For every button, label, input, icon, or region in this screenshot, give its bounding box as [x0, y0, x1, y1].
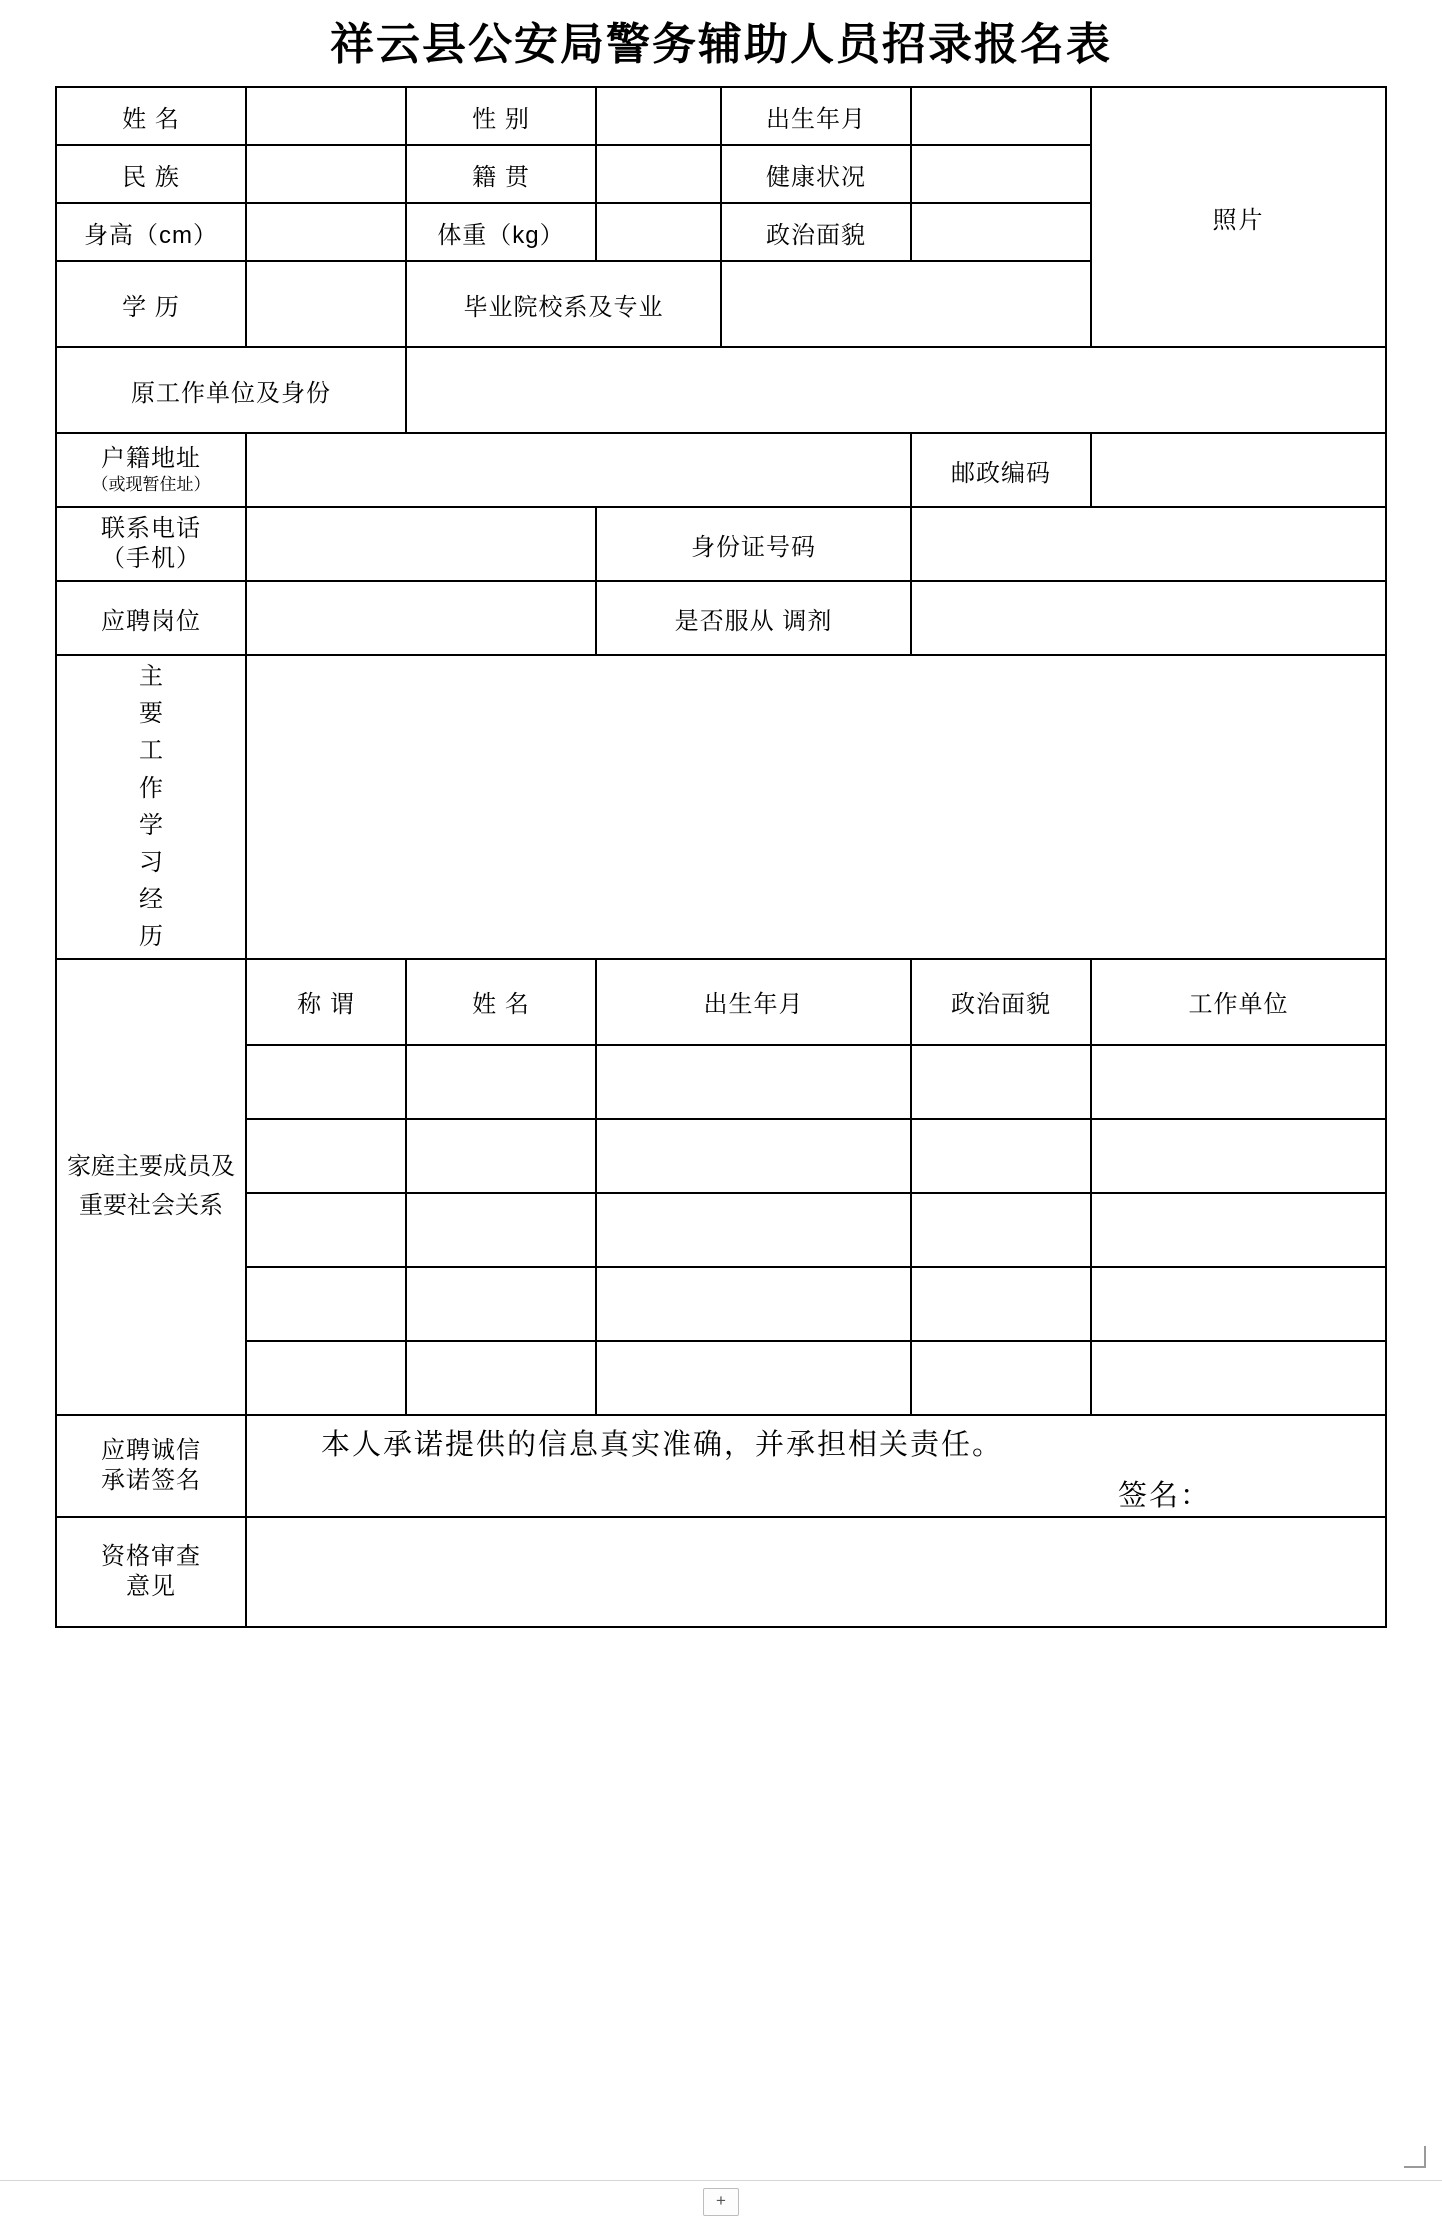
label-qualification-review: [56, 1517, 246, 1627]
field-id-number[interactable]: [911, 507, 1386, 581]
label-applied-post: 应聘岗位: [56, 581, 246, 655]
experience-label-char: 经: [139, 886, 163, 914]
label-qualification-review-line2: 意见: [126, 1572, 176, 1600]
family-cell-work-unit[interactable]: [1091, 1045, 1386, 1119]
experience-label-char: 工: [139, 737, 163, 765]
label-phone-line2: （手机）: [101, 545, 201, 572]
family-cell-political-status[interactable]: [911, 1267, 1091, 1341]
field-applied-post[interactable]: [246, 581, 596, 655]
family-cell-name[interactable]: [406, 1119, 596, 1193]
field-household-address[interactable]: [246, 433, 911, 507]
label-experience: [56, 655, 246, 959]
experience-label-char: 历: [139, 923, 163, 951]
resize-corner-icon: [1404, 2146, 1426, 2168]
label-school-major: 毕业院校系及专业: [406, 261, 721, 347]
table-row: [56, 1119, 1386, 1193]
experience-label-char: 主: [139, 663, 163, 690]
family-cell-work-unit[interactable]: [1091, 1119, 1386, 1193]
family-cell-relation[interactable]: [246, 1193, 406, 1267]
label-health: 健康状况: [721, 145, 911, 203]
table-row: [56, 507, 1386, 581]
table-row: [56, 1517, 1386, 1627]
field-former-work[interactable]: [406, 347, 1386, 433]
promise-text: 本人承诺提供的信息真实准确，并承担相关责任。: [321, 1428, 1004, 1461]
family-cell-birth[interactable]: [596, 1341, 911, 1415]
column-header-birth: 出生年月: [596, 959, 911, 1045]
label-height: 身高（cm）: [56, 203, 246, 261]
page-title: 祥云县公安局警务辅助人员招录报名表: [330, 20, 1112, 69]
field-phone[interactable]: [246, 507, 596, 581]
label-phone: [56, 507, 246, 581]
table-row: [56, 1193, 1386, 1267]
family-cell-relation[interactable]: [246, 1341, 406, 1415]
field-education[interactable]: [246, 261, 406, 347]
label-ethnicity: 民 族: [56, 145, 246, 203]
family-cell-political-status[interactable]: [911, 1193, 1091, 1267]
experience-label-char: 学: [139, 811, 163, 839]
field-gender[interactable]: [596, 87, 721, 145]
field-native-place[interactable]: [596, 145, 721, 203]
family-cell-political-status[interactable]: [911, 1045, 1091, 1119]
family-cell-work-unit[interactable]: [1091, 1341, 1386, 1415]
family-cell-name[interactable]: [406, 1045, 596, 1119]
signature-line[interactable]: 签名：: [1117, 1479, 1211, 1512]
table-row: [56, 87, 1386, 145]
label-postcode: 邮政编码: [911, 433, 1091, 507]
field-qualification-review[interactable]: [246, 1517, 1386, 1627]
family-cell-name[interactable]: [406, 1193, 596, 1267]
field-school-major[interactable]: [721, 261, 1091, 347]
add-page-button[interactable]: +: [703, 2188, 739, 2216]
label-integrity-promise-line1: 应聘诚信: [101, 1436, 201, 1464]
family-cell-relation[interactable]: [246, 1267, 406, 1341]
field-name[interactable]: [246, 87, 406, 145]
photo-box[interactable]: 照片: [1091, 87, 1386, 347]
table-row: [56, 1045, 1386, 1119]
family-cell-political-status[interactable]: [911, 1341, 1091, 1415]
label-gender: 性 别: [406, 87, 596, 145]
label-qualification-review-line1: 资格审查: [101, 1542, 201, 1570]
label-native-place: 籍 贯: [406, 145, 596, 203]
registration-form-table: [55, 86, 1387, 1628]
family-cell-name[interactable]: [406, 1267, 596, 1341]
table-row: [56, 1341, 1386, 1415]
field-ethnicity[interactable]: [246, 145, 406, 203]
table-row: [56, 959, 1386, 1045]
table-row: [56, 655, 1386, 959]
label-household-address-sub: （或现暂住址）: [91, 475, 211, 495]
experience-label-char: 习: [139, 848, 163, 876]
field-health[interactable]: [911, 145, 1091, 203]
table-row: [56, 1267, 1386, 1341]
table-row: [56, 433, 1386, 507]
label-integrity-promise-line2: 承诺签名: [101, 1466, 201, 1494]
field-accept-transfer[interactable]: [911, 581, 1386, 655]
family-cell-work-unit[interactable]: [1091, 1267, 1386, 1341]
family-cell-birth[interactable]: [596, 1119, 911, 1193]
label-integrity-promise: [56, 1415, 246, 1517]
label-accept-transfer: 是否服从 调剂: [596, 581, 911, 655]
label-household-address: [56, 433, 246, 507]
footer-divider: [0, 2180, 1442, 2181]
field-weight[interactable]: [596, 203, 721, 261]
experience-label-char: 作: [139, 774, 163, 802]
label-household-address-main: 户籍地址: [101, 445, 201, 473]
label-education: 学 历: [56, 261, 246, 347]
label-political-status: 政治面貌: [721, 203, 911, 261]
family-cell-birth[interactable]: [596, 1267, 911, 1341]
field-birth[interactable]: [911, 87, 1091, 145]
family-cell-relation[interactable]: [246, 1119, 406, 1193]
column-header-political-status: 政治面貌: [911, 959, 1091, 1045]
column-header-work-unit: 工作单位: [1091, 959, 1386, 1045]
field-height[interactable]: [246, 203, 406, 261]
field-experience[interactable]: [246, 655, 1386, 959]
label-former-work: 原工作单位及身份: [56, 347, 406, 433]
label-phone-line1: 联系电话: [101, 515, 201, 542]
field-postcode[interactable]: [1091, 433, 1386, 507]
experience-label-char: 要: [139, 700, 163, 728]
promise-area[interactable]: [246, 1415, 1386, 1517]
label-id-number: 身份证号码: [596, 507, 911, 581]
table-row: [56, 1415, 1386, 1517]
field-political-status[interactable]: [911, 203, 1091, 261]
label-family-relations: 家庭主要成员及重要社会关系: [56, 959, 246, 1415]
family-cell-political-status[interactable]: [911, 1119, 1091, 1193]
page-footer: [0, 2180, 1442, 2228]
family-cell-name[interactable]: [406, 1341, 596, 1415]
column-header-name: 姓 名: [406, 959, 596, 1045]
label-weight: 体重（kg）: [406, 203, 596, 261]
family-cell-work-unit[interactable]: [1091, 1193, 1386, 1267]
family-cell-relation[interactable]: [246, 1045, 406, 1119]
label-name: 姓 名: [56, 87, 246, 145]
column-header-relation: 称 谓: [246, 959, 406, 1045]
family-cell-birth[interactable]: [596, 1045, 911, 1119]
label-birth: 出生年月: [721, 87, 911, 145]
table-row: [56, 347, 1386, 433]
table-row: [56, 581, 1386, 655]
family-cell-birth[interactable]: [596, 1193, 911, 1267]
